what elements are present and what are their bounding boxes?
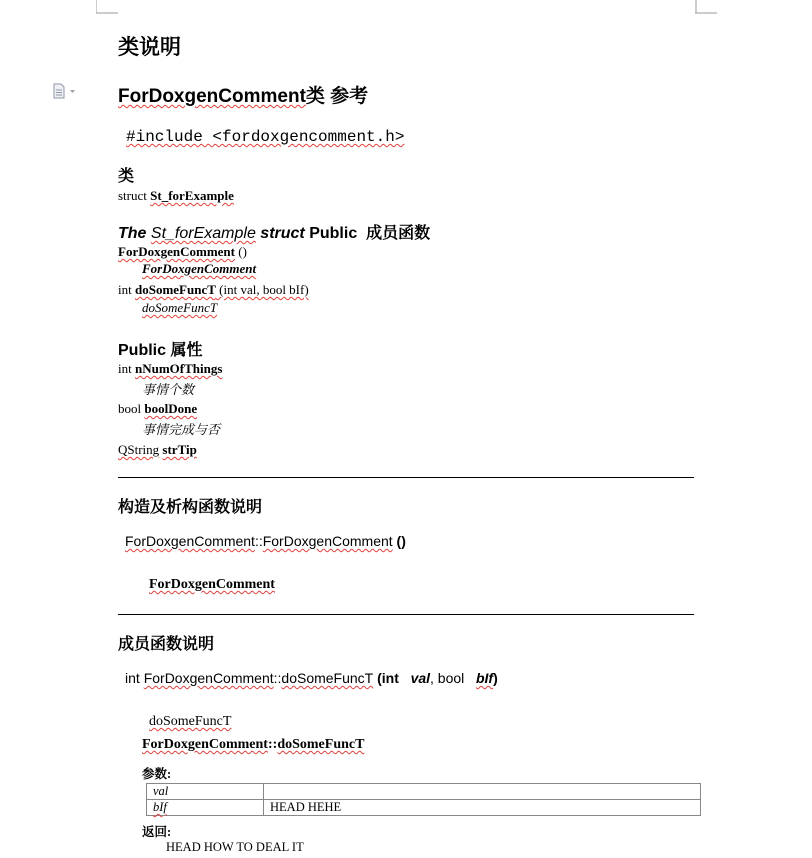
table-row	[147, 800, 701, 816]
member-brief: doSomeFuncT	[149, 714, 232, 729]
member-heading: 成员函数说明	[118, 636, 215, 653]
ctor-brief: ForDoxgenComment	[149, 577, 275, 592]
returns-label: 返回:	[142, 825, 172, 839]
class-list-item: struct St_forExample	[118, 188, 234, 203]
public-funcs-heading: The St_forExample struct Public 成员函数	[118, 225, 431, 242]
public-attrs-heading: Public 属性	[118, 342, 203, 359]
page-title: 类说明	[118, 36, 181, 59]
classes-heading: 类	[118, 168, 135, 185]
member-signature: int ForDoxgenComment::doSomeFuncT (int val, bool bIf)	[125, 670, 498, 686]
attribute-desc: 事情完成与否	[142, 422, 221, 437]
section-divider	[118, 477, 694, 478]
table-row	[147, 784, 701, 800]
param-desc: HEAD HEHE	[264, 800, 701, 816]
class-link[interactable]: St_forExample	[150, 188, 234, 203]
func-link[interactable]: doSomeFuncT	[134, 282, 216, 297]
class-heading	[118, 81, 368, 108]
member-func-item: int doSomeFuncT (int val, bool bIf)	[118, 282, 309, 297]
ctor-heading: 构造及析构函数说明	[118, 499, 263, 516]
params-table	[146, 783, 701, 816]
class-name: ForDoxgenComment	[118, 86, 306, 107]
paragraph-options-button[interactable]	[52, 83, 78, 104]
attribute-link[interactable]: nNumOfThings	[134, 361, 223, 376]
member-func-item: ForDoxgenComment ()	[118, 244, 247, 259]
param-desc	[264, 784, 701, 800]
param-name: bIf	[147, 800, 264, 816]
returns-text: HEAD HOW TO DEAL IT	[166, 840, 304, 854]
params-label: 参数:	[142, 767, 172, 781]
member-func-brief: doSomeFuncT	[142, 300, 218, 315]
attribute-link[interactable]: boolDone	[144, 401, 198, 416]
member-detail-name: ForDoxgenComment::doSomeFuncT	[142, 737, 365, 752]
page-corner-mark	[96, 0, 118, 14]
attribute-item: bool boolDone	[118, 401, 198, 416]
page-corner-mark	[695, 0, 717, 14]
include-line: #include <fordoxgencomment.h>	[126, 128, 405, 146]
attribute-item: QString strTip	[118, 442, 197, 457]
param-name: val	[147, 784, 264, 800]
document-icon	[52, 83, 78, 99]
attribute-item: int nNumOfThings	[118, 361, 223, 376]
attribute-desc: 事情个数	[142, 382, 195, 397]
member-func-brief: ForDoxgenComment	[142, 261, 257, 276]
attribute-link[interactable]: strTip	[162, 442, 197, 457]
func-link[interactable]: ForDoxgenComment	[118, 244, 235, 259]
class-heading-suffix: 类 参考	[305, 86, 369, 107]
ctor-signature: ForDoxgenComment::ForDoxgenComment ()	[125, 533, 406, 549]
section-divider	[118, 614, 694, 615]
